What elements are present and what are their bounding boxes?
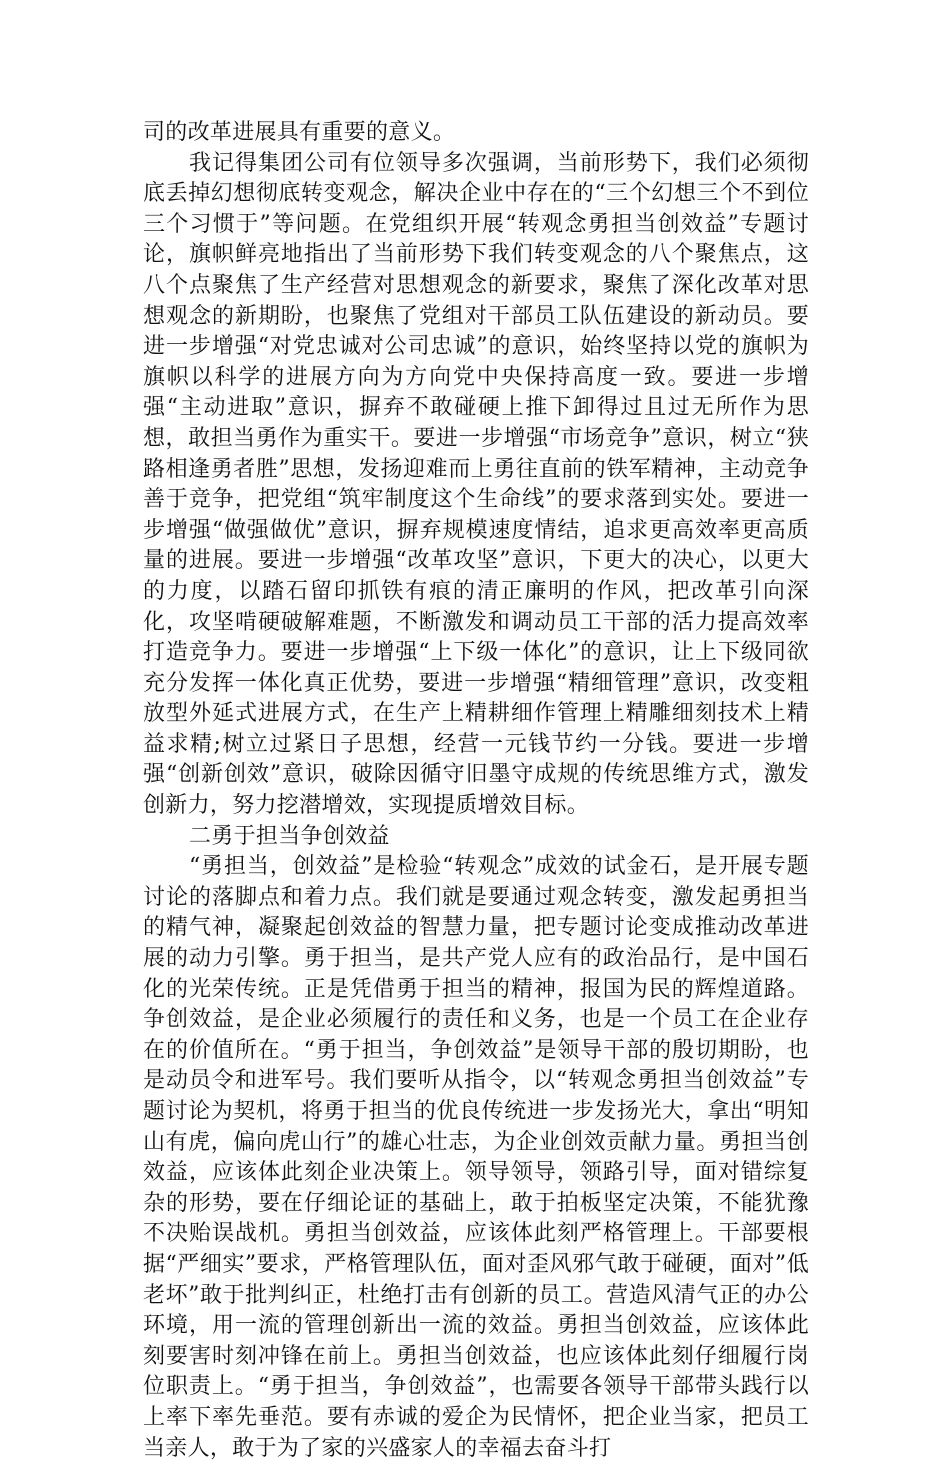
document-body [143, 118, 809, 1464]
paragraph-continuation: 司的改革进展具有重要的意义。 [143, 120, 456, 145]
paragraph-take-responsibility: “勇担当，创效益”是检验“转观念”成效的试金石，是开展专题讨论的落脚点和着力点。我们就是要通过观念转变，激发起勇担当的精气神，凝聚起创效益的智慧力量，把专题讨论变成推动改革进展的动力引擎。勇于担当，是共产党人应有的政治品行，是中国石化的光荣传统。正是凭借勇于担当的精神，报国为民的辉煌道路。争创效益，是企业必须履行的责任和义务，也是一个员工在企业存在的价值所在。“勇于担当，争创效益”是领导干部的殷切期盼，也是动员令和进军号。我们要听从指令，以“转观念勇担当创效益”专题讨论为契机，将勇于担当的优良传统进一步发扬光大，拿出“明知山有虎，偏向虎山行”的雄心壮志，为企业创效贡献力量。勇担当创效益，应该体此刻企业决策上。领导领导，领路引导，面对错综复杂的形势，要在仔细论证的基础上，敢于拍板坚定决策，不能犹豫不决贻误战机。勇担当创效益，应该体此刻严格管理上。干部要根据“严细实”要求，严格管理队伍，面对歪风邪气敢于碰硬，面对”低老坏”敢于批判纠正，杜绝打击有创新的员工。营造风清气正的办公环境，用一流的管理创新出一流的效益。勇担当创效益，应该体此刻要害时刻冲锋在前上。勇担当创效益，也应该体此刻仔细履行岗位职责上。“勇于担当，争创效益”，也需要各领导干部带头践行以上率下率先垂范。要有赤诚的爱企为民情怀，把企业当家，把员工当亲人，敢于为了家的兴盛家人的幸福去奋斗打 [143, 854, 809, 1461]
paragraph-transform-concepts: 我记得集团公司有位领导多次强调，当前形势下，我们必须彻底丢掉幻想彻底转变观念，解决企业中存在的“三个幻想三个不到位三个习惯于”等问题。在党组织开展“转观念勇担当创效益”专题讨论，旗帜鲜亮地指出了当前形势下我们转变观念的八个聚焦点，这八个点聚焦了生产经营对思想观念的新要求，聚焦了深化改革对思想观念的新期盼，也聚焦了党组对干部员工队伍建设的新动员。要进一步增强“对党忠诚对公司忠诚”的意识，始终坚持以党的旗帜为旗帜以科学的进展方向为方向党中央保持高度一致。要进一步增强“主动进取”意识，摒弃不敢碰硬上推下卸得过且过无所作为思想，敢担当勇作为重实干。要进一步增强“市场竞争”意识，树立“狭路相逢勇者胜”思想，发扬迎难而上勇往直前的铁军精神，主动竞争善于竞争，把党组“筑牢制度这个生命线”的要求落到实处。要进一步增强“做强做优”意识，摒弃规模速度情结，追求更高效率更高质量的进展。要进一步增强“改革攻坚”意识，下更大的决心，以更大的力度，以踏石留印抓铁有痕的清正廉明的作风，把改革引向深化，攻坚啃硬破解难题，不断激发和调动员工干部的活力提高效率打造竞争力。要进一步增强“上下级一体化”的意识，让上下级同欲充分发挥一体化真正优势，要进一步增强“精细管理”意识，改变粗放型外延式进展方式，在生产上精耕细作管理上精雕细刻技术上精益求精;树立过紧日子思想，经营一元钱节约一分钱。要进一步增强“创新创效”意识，破除因循守旧墨守成规的传统思维方式，激发创新力，努力挖潜增效，实现提质增效目标。 [143, 150, 809, 819]
section-heading: 二勇于担当争创效益 [189, 823, 390, 849]
